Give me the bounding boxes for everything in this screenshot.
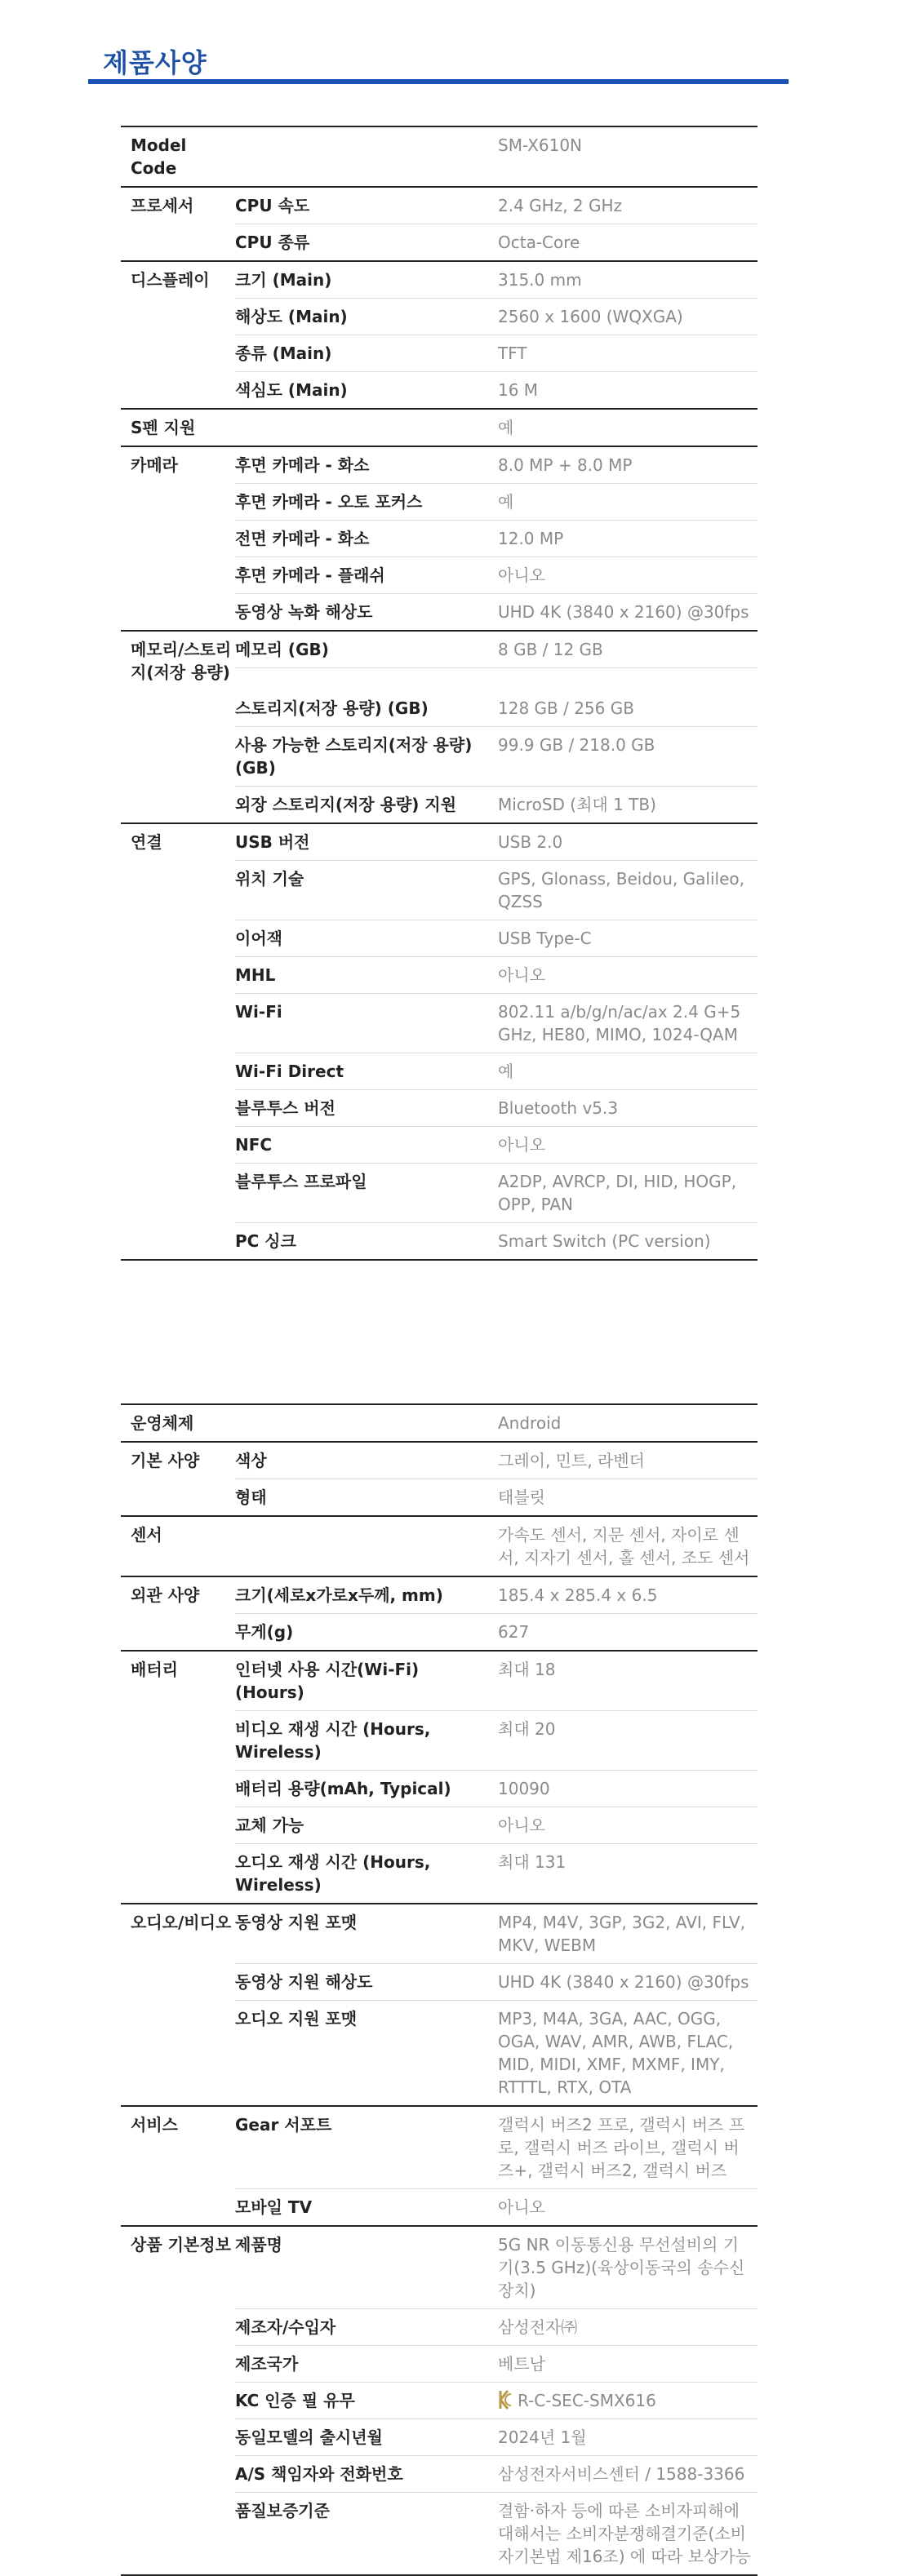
spec-row xyxy=(121,1614,758,1650)
spec-category-spacer xyxy=(121,594,235,607)
spec-row xyxy=(121,1577,758,1614)
spec-cell xyxy=(235,594,758,630)
spec-label xyxy=(235,410,498,446)
spec-value: UHD 4K (3840 x 2160) @30fps xyxy=(498,1972,749,1992)
spec-category-spacer xyxy=(121,2493,235,2506)
spec-group xyxy=(121,186,758,260)
spec-row xyxy=(121,727,758,787)
spec-label: Wi-Fi xyxy=(235,1002,282,1022)
spec-category-spacer xyxy=(121,1844,235,1857)
spec-row xyxy=(121,2346,758,2383)
spec-row xyxy=(121,994,758,1053)
spec-value: UHD 4K (3840 x 2160) @30fps xyxy=(498,602,749,622)
spec-value: 예 xyxy=(498,1062,514,1081)
spec-label: 해상도 (Main) xyxy=(235,307,348,326)
spec-cell xyxy=(235,1479,758,1515)
spec-category-spacer xyxy=(121,957,235,970)
spec-cell xyxy=(235,447,758,484)
spec-cell xyxy=(235,632,758,668)
spec-label: 동영상 지원 해상도 xyxy=(235,1972,373,1992)
spec-row xyxy=(121,1844,758,1903)
spec-category-spacer xyxy=(121,2189,235,2202)
spec-cell xyxy=(235,1517,758,1576)
spec-row xyxy=(121,632,758,690)
spec-cell xyxy=(235,262,758,299)
spec-row xyxy=(121,787,758,822)
spec-value: 2560 x 1600 (WQXGA) xyxy=(498,307,683,326)
spec-label: 후면 카메라 - 화소 xyxy=(235,455,370,475)
spec-label: 이어잭 xyxy=(235,929,282,948)
spec-value: 가속도 센서, 지문 센서, 자이로 센서, 지자기 센서, 홀 센서, 조도 센서 xyxy=(498,1525,750,1567)
spec-label: Wi-Fi Direct xyxy=(235,1062,344,1081)
spec-row xyxy=(121,1479,758,1515)
spec-value: A2DP, AVRCP, DI, HID, HOGP, OPP, PAN xyxy=(498,1172,737,1214)
spec-category-spacer xyxy=(121,484,235,497)
spec-row xyxy=(121,1405,758,1441)
spec-row xyxy=(121,1090,758,1127)
spec-label: 종류 (Main) xyxy=(235,344,332,363)
spec-category-spacer xyxy=(121,1614,235,1627)
spec-category-spacer xyxy=(121,372,235,385)
spec-category-spacer xyxy=(121,2383,235,2396)
spec-row xyxy=(121,1771,758,1807)
spec-value: 아니오 xyxy=(498,1135,545,1155)
spec-label: NFC xyxy=(235,1135,273,1155)
spec-label: 인터넷 사용 시간(Wi-Fi) (Hours) xyxy=(235,1660,420,1702)
spec-label: 제품명 xyxy=(235,2235,282,2255)
spec-value: MicroSD (최대 1 TB) xyxy=(498,795,656,814)
spec-cell xyxy=(235,1127,758,1164)
title-underline xyxy=(88,79,789,84)
spec-label: 블루투스 버전 xyxy=(235,1098,335,1118)
spec-value: 아니오 xyxy=(498,965,545,985)
spec-row xyxy=(121,557,758,594)
spec-label: 모바일 TV xyxy=(235,2197,313,2217)
spec-group xyxy=(121,2105,758,2225)
spec-label: 무게(g) xyxy=(235,1622,294,1642)
spec-category: 연결 xyxy=(131,832,162,852)
spec-cell xyxy=(235,2383,758,2419)
spec-category-spacer xyxy=(121,557,235,570)
spec-cell xyxy=(235,1053,758,1090)
spec-value: 삼성전자서비스센터 / 1588-3366 xyxy=(498,2464,745,2484)
spec-cell xyxy=(235,1443,758,1479)
spec-row xyxy=(121,410,758,446)
spec-value: MP4, M4V, 3GP, 3G2, AVI, FLV, MKV, WEBM xyxy=(498,1913,745,1955)
spec-label: KC 인증 필 유무 xyxy=(235,2391,355,2410)
spec-row xyxy=(121,335,758,372)
spec-row xyxy=(121,920,758,957)
spec-cell xyxy=(235,2456,758,2493)
spec-cell xyxy=(235,920,758,957)
spec-row xyxy=(121,188,758,224)
spec-cell xyxy=(235,127,758,163)
spec-row xyxy=(121,127,758,186)
spec-category-spacer xyxy=(121,1127,235,1140)
spec-row xyxy=(121,2309,758,2346)
spec-value: 최대 18 xyxy=(498,1660,556,1679)
spec-cell xyxy=(235,1711,758,1771)
spec-category-spacer xyxy=(121,1964,235,1977)
spec-row xyxy=(121,484,758,521)
spec-group xyxy=(121,630,758,822)
spec-cell xyxy=(235,1577,758,1614)
spec-category: 외관 사양 xyxy=(131,1585,200,1605)
spec-value: USB 2.0 xyxy=(498,832,563,852)
spec-label: 색심도 (Main) xyxy=(235,380,348,400)
spec-cell xyxy=(235,787,758,822)
spec-label: 제조자/수입자 xyxy=(235,2317,336,2337)
spec-row xyxy=(121,2493,758,2574)
spec-category-spacer xyxy=(121,1479,235,1492)
spec-cell xyxy=(235,2189,758,2225)
spec-label: 교체 가능 xyxy=(235,1816,304,1835)
spec-row xyxy=(121,1164,758,1223)
spec-category-spacer xyxy=(121,2419,235,2432)
spec-label: CPU 종류 xyxy=(235,233,310,252)
spec-category: S펜 지원 xyxy=(131,418,196,437)
spec-category-spacer xyxy=(121,335,235,348)
spec-category-spacer xyxy=(121,1807,235,1820)
spec-cell xyxy=(235,1964,758,2001)
spec-label: PC 싱크 xyxy=(235,1231,296,1251)
spec-row xyxy=(121,447,758,484)
spec-cell xyxy=(235,861,758,920)
spec-value: 16 M xyxy=(498,380,539,400)
spec-value: 태블릿 xyxy=(498,1488,545,1507)
spec-cell xyxy=(235,2419,758,2456)
spec-label xyxy=(235,127,498,163)
spec-table-2 xyxy=(121,1403,758,2576)
spec-row xyxy=(121,2107,758,2189)
spec-label: 오디오 지원 포맷 xyxy=(235,2009,358,2028)
spec-row xyxy=(121,1964,758,2001)
spec-cell xyxy=(235,1771,758,1807)
spec-group xyxy=(121,1576,758,1650)
spec-row xyxy=(121,521,758,557)
spec-row xyxy=(121,2227,758,2309)
spec-label: A/S 책임자와 전화번호 xyxy=(235,2464,403,2484)
spec-row xyxy=(121,594,758,630)
spec-label: 오디오 재생 시간 (Hours, Wireless) xyxy=(235,1852,431,1895)
spec-value: SM-X610N xyxy=(498,135,583,155)
spec-cell xyxy=(235,727,758,787)
spec-category-spacer xyxy=(121,224,235,237)
spec-category: 카메라 xyxy=(131,455,178,475)
spec-group xyxy=(121,2225,758,2574)
spec-category-spacer xyxy=(121,787,235,800)
spec-value: 12.0 MP xyxy=(498,529,564,548)
spec-value: TFT xyxy=(498,344,527,363)
kc-cert-number: R-C-SEC-SMX616 xyxy=(518,2391,656,2410)
spec-cell xyxy=(235,2001,758,2105)
spec-row xyxy=(121,690,758,727)
spec-category: 오디오/비디오 xyxy=(131,1913,232,1932)
spec-row xyxy=(121,2189,758,2225)
spec-label: 제조국가 xyxy=(235,2354,299,2374)
spec-group xyxy=(121,1903,758,2105)
spec-cell xyxy=(235,224,758,260)
spec-cell xyxy=(235,1904,758,1964)
spec-cell xyxy=(235,994,758,1053)
spec-label: MHL xyxy=(235,965,276,985)
spec-cell xyxy=(235,1164,758,1223)
spec-label: 크기 (Main) xyxy=(235,270,332,290)
spec-label: 후면 카메라 - 오토 포커스 xyxy=(235,492,423,512)
spec-row xyxy=(121,2001,758,2105)
page-title: 제품사양 xyxy=(103,47,207,78)
spec-cell xyxy=(235,1223,758,1259)
spec-category-spacer xyxy=(121,299,235,312)
spec-label xyxy=(235,1517,498,1576)
spec-table-end-rule xyxy=(121,1259,758,1261)
spec-row xyxy=(121,824,758,861)
spec-row xyxy=(121,1517,758,1576)
spec-value: MP3, M4A, 3GA, AAC, OGG, OGA, WAV, AMR, AWB, FLAC, MID, MIDI, XMF, MXMF, IMY, RTTTL, RTX, OTA xyxy=(498,2009,734,2097)
spec-category-spacer xyxy=(121,1053,235,1066)
spec-label: 비디오 재생 시간 (Hours, Wireless) xyxy=(235,1719,431,1762)
spec-cell xyxy=(235,1090,758,1127)
spec-label: 동일모델의 출시년월 xyxy=(235,2427,383,2447)
spec-cell xyxy=(235,2227,758,2309)
spec-value: 최대 20 xyxy=(498,1719,556,1739)
spec-group xyxy=(121,260,758,408)
spec-row xyxy=(121,2419,758,2456)
spec-cell xyxy=(235,1614,758,1650)
spec-value: 아니오 xyxy=(498,2197,545,2217)
spec-row xyxy=(121,1807,758,1844)
spec-cell xyxy=(235,824,758,861)
kc-certification-icon xyxy=(498,2389,513,2410)
spec-value: 8.0 MP + 8.0 MP xyxy=(498,455,633,475)
spec-value: 예 xyxy=(498,418,514,437)
spec-value: 185.4 x 285.4 x 6.5 xyxy=(498,1585,658,1605)
spec-row xyxy=(121,299,758,335)
spec-category-spacer xyxy=(121,2001,235,2014)
spec-category-spacer xyxy=(121,521,235,534)
spec-row xyxy=(121,1053,758,1090)
spec-cell xyxy=(235,188,758,224)
spec-value: Octa-Core xyxy=(498,233,580,252)
spec-row xyxy=(121,861,758,920)
spec-value: 베트남 xyxy=(498,2354,545,2374)
spec-value: 627 xyxy=(498,1622,530,1642)
spec-cell xyxy=(235,484,758,521)
spec-group xyxy=(121,126,758,186)
spec-category-spacer xyxy=(121,1090,235,1103)
spec-cell xyxy=(235,521,758,557)
spec-label: 블루투스 프로파일 xyxy=(235,1172,367,1191)
spec-cell xyxy=(235,690,758,727)
spec-category: 메모리/스토리지(저장 용량) xyxy=(131,640,232,682)
spec-row xyxy=(121,2456,758,2493)
spec-label: 후면 카메라 - 플래쉬 xyxy=(235,565,385,585)
spec-value: 결함·하자 등에 따른 소비자피해에 대해서는 소비자분쟁해결기준(소비자기본법 제16조) 에 따라 보상가능 xyxy=(498,2501,751,2566)
spec-label: 위치 기술 xyxy=(235,869,304,889)
spec-category-spacer xyxy=(121,920,235,933)
spec-row xyxy=(121,1127,758,1164)
spec-category: 디스플레이 xyxy=(131,270,210,290)
spec-label: 동영상 녹화 해상도 xyxy=(235,602,373,622)
spec-group xyxy=(121,1441,758,1515)
spec-label: CPU 속도 xyxy=(235,196,310,215)
spec-category-spacer xyxy=(121,690,235,703)
spec-row xyxy=(121,224,758,260)
spec-value: Bluetooth v5.3 xyxy=(498,1098,619,1118)
spec-label: USB 버전 xyxy=(235,832,310,852)
spec-value: GPS, Glonass, Beidou, Galileo, QZSS xyxy=(498,869,744,911)
spec-cell xyxy=(235,957,758,994)
spec-value: 아니오 xyxy=(498,565,545,585)
spec-group xyxy=(121,408,758,446)
spec-value: 802.11 a/b/g/n/ac/ax 2.4 G+5 GHz, HE80, MIMO, 1024-QAM xyxy=(498,1002,741,1044)
spec-row xyxy=(121,2383,758,2419)
spec-row xyxy=(121,1904,758,1964)
spec-value: 삼성전자㈜ xyxy=(498,2317,578,2337)
spec-label: 크기(세로x가로x두께, mm) xyxy=(235,1585,443,1605)
spec-group xyxy=(121,446,758,630)
spec-value: 아니오 xyxy=(498,1816,545,1835)
spec-label: 품질보증기준 xyxy=(235,2501,330,2521)
spec-row xyxy=(121,262,758,299)
spec-cell xyxy=(235,2493,758,2574)
spec-category-spacer xyxy=(121,727,235,740)
spec-row xyxy=(121,957,758,994)
spec-cell xyxy=(235,372,758,408)
spec-category: Model Code xyxy=(131,135,187,178)
spec-cell xyxy=(235,2309,758,2346)
spec-row xyxy=(121,1711,758,1771)
spec-category: 프로세서 xyxy=(131,196,194,215)
spec-category-spacer xyxy=(121,2346,235,2359)
spec-value: 갤럭시 버즈2 프로, 갤럭시 버즈 프로, 갤럭시 버즈 라이브, 갤럭시 버즈+, 갤럭시 버즈2, 갤럭시 버즈 xyxy=(498,2115,745,2180)
spec-cell xyxy=(235,1652,758,1711)
spec-value: Android xyxy=(498,1413,562,1433)
spec-label xyxy=(235,1405,498,1441)
spec-value: 5G NR 이동통신용 무선설비의 기기(3.5 GHz)(육상이동국의 송수신장치) xyxy=(498,2235,745,2300)
spec-category-spacer xyxy=(121,2456,235,2469)
spec-value: 128 GB / 256 GB xyxy=(498,698,634,718)
spec-label: 배터리 용량(mAh, Typical) xyxy=(235,1779,451,1798)
spec-group xyxy=(121,1650,758,1903)
spec-table-1 xyxy=(121,126,758,1261)
spec-row xyxy=(121,1443,758,1479)
spec-group xyxy=(121,822,758,1259)
spec-cell xyxy=(235,2346,758,2383)
spec-category-spacer xyxy=(121,1164,235,1177)
spec-category-spacer xyxy=(121,994,235,1007)
spec-row xyxy=(121,1652,758,1711)
spec-group xyxy=(121,1515,758,1576)
spec-cell xyxy=(235,1405,758,1441)
spec-value: 315.0 mm xyxy=(498,270,582,290)
spec-value: 99.9 GB / 218.0 GB xyxy=(498,735,655,755)
spec-category: 기본 사양 xyxy=(131,1451,200,1470)
spec-label: 외장 스토리지(저장 용량) 지원 xyxy=(235,795,457,814)
spec-cell xyxy=(235,1844,758,1903)
spec-value: 10090 xyxy=(498,1779,550,1798)
spec-value: 최대 131 xyxy=(498,1852,567,1872)
spec-row xyxy=(121,372,758,408)
spec-cell xyxy=(235,335,758,372)
spec-category: 상품 기본정보 xyxy=(131,2235,231,2255)
spec-category-spacer xyxy=(121,1223,235,1236)
spec-group xyxy=(121,1403,758,1441)
spec-label: 색상 xyxy=(235,1451,267,1470)
spec-cell xyxy=(235,1807,758,1844)
spec-category-spacer xyxy=(121,2309,235,2322)
spec-label: 전면 카메라 - 화소 xyxy=(235,529,370,548)
spec-category-spacer xyxy=(121,1711,235,1724)
spec-label: 사용 가능한 스토리지(저장 용량) (GB) xyxy=(235,735,473,778)
spec-category: 센서 xyxy=(131,1525,162,1545)
spec-category-spacer xyxy=(121,861,235,874)
spec-value: 8 GB / 12 GB xyxy=(498,640,603,659)
spec-category-spacer xyxy=(121,1771,235,1784)
spec-value: 그레이, 민트, 라벤더 xyxy=(498,1451,645,1470)
spec-value: 2.4 GHz, 2 GHz xyxy=(498,196,623,215)
spec-value: USB Type-C xyxy=(498,929,592,948)
spec-category: 운영체제 xyxy=(131,1413,194,1433)
spec-value: 2024년 1월 xyxy=(498,2427,587,2447)
spec-category: 서비스 xyxy=(131,2115,178,2135)
spec-cell xyxy=(235,410,758,446)
spec-category: 배터리 xyxy=(131,1660,178,1679)
spec-cell xyxy=(235,299,758,335)
spec-cell xyxy=(235,557,758,594)
spec-label: 메모리 (GB) xyxy=(235,640,329,659)
spec-value xyxy=(498,2383,758,2419)
spec-value: Smart Switch (PC version) xyxy=(498,1231,711,1251)
spec-label: Gear 서포트 xyxy=(235,2115,332,2135)
spec-row xyxy=(121,1223,758,1259)
spec-cell xyxy=(235,2107,758,2189)
spec-value: 예 xyxy=(498,492,514,512)
spec-label: 형태 xyxy=(235,1488,267,1507)
spec-label: 동영상 지원 포맷 xyxy=(235,1913,358,1932)
spec-label: 스토리지(저장 용량) (GB) xyxy=(235,698,429,718)
